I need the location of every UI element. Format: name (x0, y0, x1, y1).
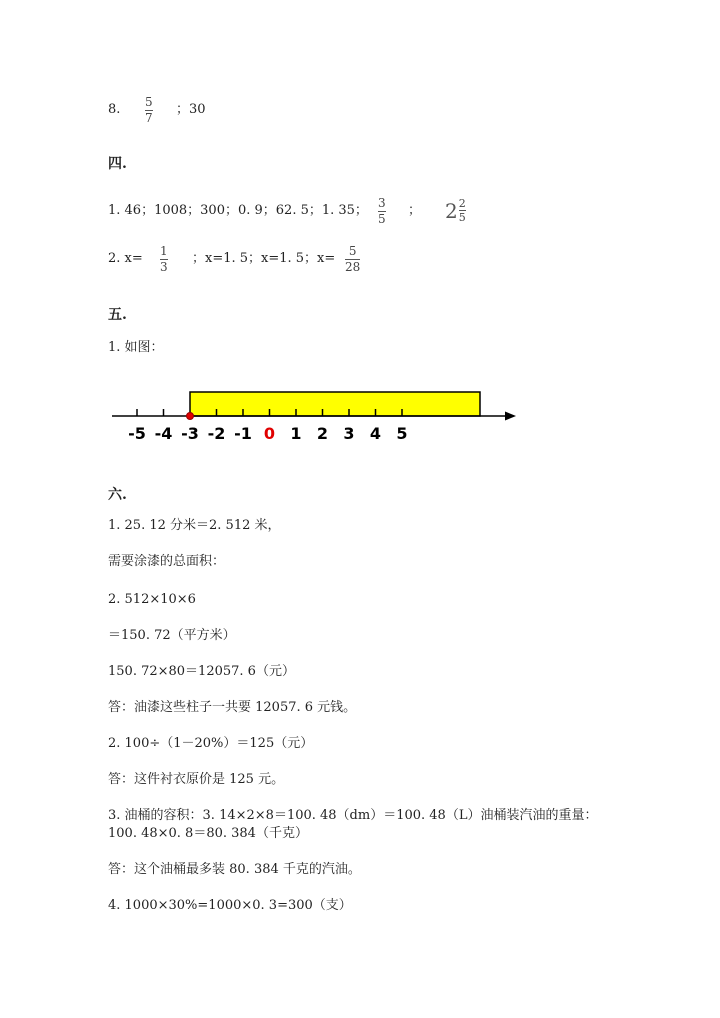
fraction-numerator: 3 (378, 196, 386, 210)
section-4-line-1-sep: ； (408, 203, 422, 218)
tick-label: -2 (207, 424, 226, 443)
section-6-line-2: 需要涂漆的总面积： (108, 554, 226, 569)
section-4-line-2-fraction-2 (345, 245, 360, 274)
tick-label: 0 (263, 424, 276, 443)
tick-label: 1 (290, 424, 302, 443)
mixed-whole: 2 (445, 198, 458, 223)
section-6-line-9: 3. 油桶的容积：3. 14×2×8＝100. 48（dm）＝100. 48（L）油桶装汽油的重量： (108, 808, 598, 823)
tick-label: 5 (396, 424, 408, 443)
item-8-number: 8. (108, 102, 121, 117)
fraction-numerator: 5 (348, 244, 357, 258)
fraction-numerator: 5 (145, 95, 153, 109)
section-6-line-12: 4. 1000×30%=1000×0. 3=300（支） (108, 898, 352, 913)
section-6-heading: 六. (108, 487, 127, 503)
section-4-mixed-number (445, 198, 466, 223)
tick-label: -1 (234, 424, 252, 443)
tick-label: 3 (343, 424, 355, 443)
mixed-fraction (459, 198, 466, 223)
section-6-line-4: ＝150. 72（平方米） (108, 628, 236, 643)
section-6-line-5: 150. 72×80＝12057. 6（元） (108, 664, 295, 679)
number-line-figure (0, 382, 720, 462)
fraction-denominator: 5 (378, 212, 386, 226)
arrow-head-icon (505, 412, 516, 421)
fraction-denominator: 3 (160, 260, 168, 274)
fraction-numerator: 1 (160, 244, 168, 258)
start-point (187, 413, 194, 420)
tick-label: -5 (128, 424, 146, 443)
tick-label: -3 (181, 424, 199, 443)
section-6-line-10: 100. 48×0. 8＝80. 384（千克） (108, 826, 308, 841)
item-8-rest: ；30 (176, 102, 206, 117)
highlight-region (190, 392, 480, 416)
section-5-line-1: 1. 如图： (108, 340, 164, 355)
section-4-line-2-middle: ；x=1. 5；x=1. 5；x= (192, 251, 336, 266)
section-5-heading: 五. (108, 307, 127, 323)
fraction-denominator: 28 (345, 260, 361, 274)
item-8-fraction (145, 96, 153, 125)
fraction-denominator: 7 (145, 111, 153, 125)
tick-label: 4 (369, 424, 382, 443)
section-6-line-7: 2. 100÷（1－20%）＝125（元） (108, 736, 314, 751)
section-4-line-1-text: 1. 46；1008；300；0. 9；62. 5；1. 35； (108, 203, 368, 218)
fraction-numerator: 2 (458, 197, 466, 210)
tick-label: 2 (316, 424, 329, 443)
section-4-line-2-fraction-1 (160, 245, 168, 274)
fraction-denominator: 5 (458, 211, 466, 224)
section-4-line-2-prefix: 2. x= (108, 251, 143, 266)
tick-label: -4 (154, 424, 173, 443)
section-4-heading: 四. (108, 156, 127, 172)
section-6-line-8: 答：这件衬衣原价是 125 元。 (108, 772, 285, 787)
section-6-line-6: 答：油漆这些柱子一共要 12057. 6 元钱。 (108, 700, 357, 715)
section-6-line-1: 1. 25. 12 分米＝2. 512 米， (108, 518, 281, 533)
section-6-line-11: 答：这个油桶最多装 80. 384 千克的汽油。 (108, 862, 361, 877)
section-4-line-1-fraction (378, 197, 386, 226)
section-6-line-3: 2. 512×10×6 (108, 592, 196, 607)
